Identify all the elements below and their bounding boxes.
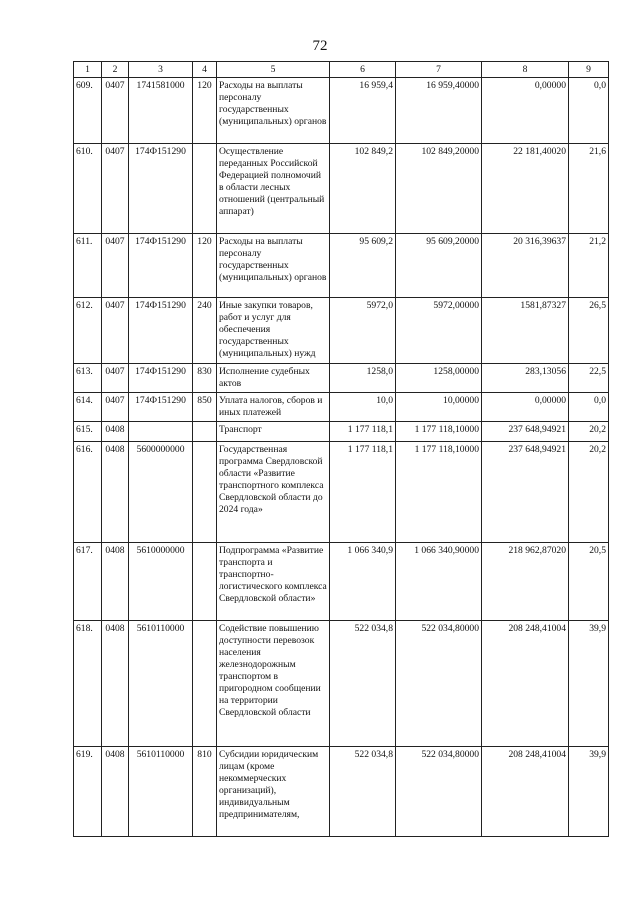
target-code: 174Ф151290	[129, 298, 193, 364]
value-col9: 0,0	[569, 393, 609, 422]
target-code: 5610000000	[129, 543, 193, 621]
value-col9: 21,2	[569, 234, 609, 298]
value-col8: 0,00000	[482, 393, 569, 422]
header-row	[74, 62, 609, 78]
row-number: 611.	[74, 234, 102, 298]
value-col7: 95 609,20000	[396, 234, 482, 298]
row-number: 613.	[74, 364, 102, 393]
section-code: 0407	[102, 144, 129, 234]
expense-type	[193, 144, 217, 234]
value-col9: 20,2	[569, 442, 609, 543]
item-name: Субсидии юридическим лицам (кроме некоммерческих организаций), индивидуальным предпринимателям,	[217, 747, 330, 837]
column-header: 4	[193, 62, 217, 78]
expense-type: 120	[193, 234, 217, 298]
value-col7: 1258,00000	[396, 364, 482, 393]
value-col6: 16 959,4	[330, 78, 396, 144]
column-header: 9	[569, 62, 609, 78]
expense-type	[193, 422, 217, 442]
target-code: 1741581000	[129, 78, 193, 144]
value-col7: 102 849,20000	[396, 144, 482, 234]
item-name: Транспорт	[217, 422, 330, 442]
column-header: 2	[102, 62, 129, 78]
value-col8: 1581,87327	[482, 298, 569, 364]
table-row	[74, 144, 609, 234]
item-name: Содействие повышению доступности перевозок населения железнодорожным транспортом в пригородном сообщении на территории Свердловской области	[217, 621, 330, 747]
column-header: 6	[330, 62, 396, 78]
row-number: 618.	[74, 621, 102, 747]
value-col6: 1 066 340,9	[330, 543, 396, 621]
table-row	[74, 422, 609, 442]
value-col9: 21,6	[569, 144, 609, 234]
column-header: 1	[74, 62, 102, 78]
section-code: 0407	[102, 364, 129, 393]
expense-type: 830	[193, 364, 217, 393]
section-code: 0407	[102, 298, 129, 364]
value-col8: 218 962,87020	[482, 543, 569, 621]
section-code: 0407	[102, 234, 129, 298]
section-code: 0408	[102, 621, 129, 747]
budget-table	[73, 61, 609, 837]
value-col8: 20 316,39637	[482, 234, 569, 298]
expense-type: 850	[193, 393, 217, 422]
table-row	[74, 393, 609, 422]
expense-type	[193, 621, 217, 747]
target-code: 174Ф151290	[129, 393, 193, 422]
value-col9: 0,0	[569, 78, 609, 144]
page-number: 72	[312, 38, 328, 54]
item-name: Исполнение судебных актов	[217, 364, 330, 393]
value-col8: 237 648,94921	[482, 422, 569, 442]
target-code: 174Ф151290	[129, 234, 193, 298]
expense-type	[193, 543, 217, 621]
item-name: Расходы на выплаты персоналу государственных (муниципальных) органов	[217, 234, 330, 298]
target-code: 174Ф151290	[129, 364, 193, 393]
table-row	[74, 234, 609, 298]
table-row	[74, 442, 609, 543]
row-number: 617.	[74, 543, 102, 621]
column-header: 8	[482, 62, 569, 78]
value-col6: 95 609,2	[330, 234, 396, 298]
item-name: Осуществление переданных Российской Федерацией полномочий в области лесных отношений (центральный аппарат)	[217, 144, 330, 234]
value-col6: 5972,0	[330, 298, 396, 364]
table-row	[74, 543, 609, 621]
row-number: 616.	[74, 442, 102, 543]
value-col7: 522 034,80000	[396, 621, 482, 747]
section-code: 0407	[102, 78, 129, 144]
value-col8: 0,00000	[482, 78, 569, 144]
value-col8: 283,13056	[482, 364, 569, 393]
value-col8: 208 248,41004	[482, 747, 569, 837]
row-number: 614.	[74, 393, 102, 422]
value-col6: 1258,0	[330, 364, 396, 393]
target-code	[129, 422, 193, 442]
value-col8: 208 248,41004	[482, 621, 569, 747]
row-number: 609.	[74, 78, 102, 144]
value-col6: 522 034,8	[330, 621, 396, 747]
section-code: 0408	[102, 422, 129, 442]
expense-type	[193, 442, 217, 543]
value-col9: 39,9	[569, 747, 609, 837]
value-col9: 22,5	[569, 364, 609, 393]
target-code: 174Ф151290	[129, 144, 193, 234]
row-number: 612.	[74, 298, 102, 364]
column-header: 5	[217, 62, 330, 78]
target-code: 5610110000	[129, 621, 193, 747]
value-col6: 102 849,2	[330, 144, 396, 234]
target-code: 5600000000	[129, 442, 193, 543]
value-col9: 20,5	[569, 543, 609, 621]
value-col6: 1 177 118,1	[330, 422, 396, 442]
value-col6: 1 177 118,1	[330, 442, 396, 543]
row-number: 610.	[74, 144, 102, 234]
value-col8: 237 648,94921	[482, 442, 569, 543]
table-row	[74, 298, 609, 364]
item-name: Расходы на выплаты персоналу государственных (муниципальных) органов	[217, 78, 330, 144]
value-col9: 39,9	[569, 621, 609, 747]
column-header: 3	[129, 62, 193, 78]
item-name: Государственная программа Свердловской области «Развитие транспортного комплекса Свердловской области до 2024 года»	[217, 442, 330, 543]
value-col7: 1 066 340,90000	[396, 543, 482, 621]
expense-type: 120	[193, 78, 217, 144]
table-row	[74, 621, 609, 747]
expense-type: 240	[193, 298, 217, 364]
table-row	[74, 747, 609, 837]
row-number: 619.	[74, 747, 102, 837]
value-col7: 522 034,80000	[396, 747, 482, 837]
value-col7: 16 959,40000	[396, 78, 482, 144]
column-header: 7	[396, 62, 482, 78]
value-col9: 26,5	[569, 298, 609, 364]
section-code: 0408	[102, 747, 129, 837]
item-name: Уплата налогов, сборов и иных платежей	[217, 393, 330, 422]
section-code: 0408	[102, 442, 129, 543]
value-col6: 522 034,8	[330, 747, 396, 837]
item-name: Подпрограмма «Развитие транспорта и транспортно-логистического комплекса Свердловской области»	[217, 543, 330, 621]
section-code: 0407	[102, 393, 129, 422]
value-col6: 10,0	[330, 393, 396, 422]
row-number: 615.	[74, 422, 102, 442]
value-col9: 20,2	[569, 422, 609, 442]
table-row	[74, 78, 609, 144]
table-row	[74, 364, 609, 393]
value-col7: 1 177 118,10000	[396, 442, 482, 543]
value-col7: 10,00000	[396, 393, 482, 422]
section-code: 0408	[102, 543, 129, 621]
expense-type: 810	[193, 747, 217, 837]
value-col8: 22 181,40020	[482, 144, 569, 234]
target-code: 5610110000	[129, 747, 193, 837]
item-name: Иные закупки товаров, работ и услуг для обеспечения государственных (муниципальных) нужд	[217, 298, 330, 364]
value-col7: 5972,00000	[396, 298, 482, 364]
value-col7: 1 177 118,10000	[396, 422, 482, 442]
